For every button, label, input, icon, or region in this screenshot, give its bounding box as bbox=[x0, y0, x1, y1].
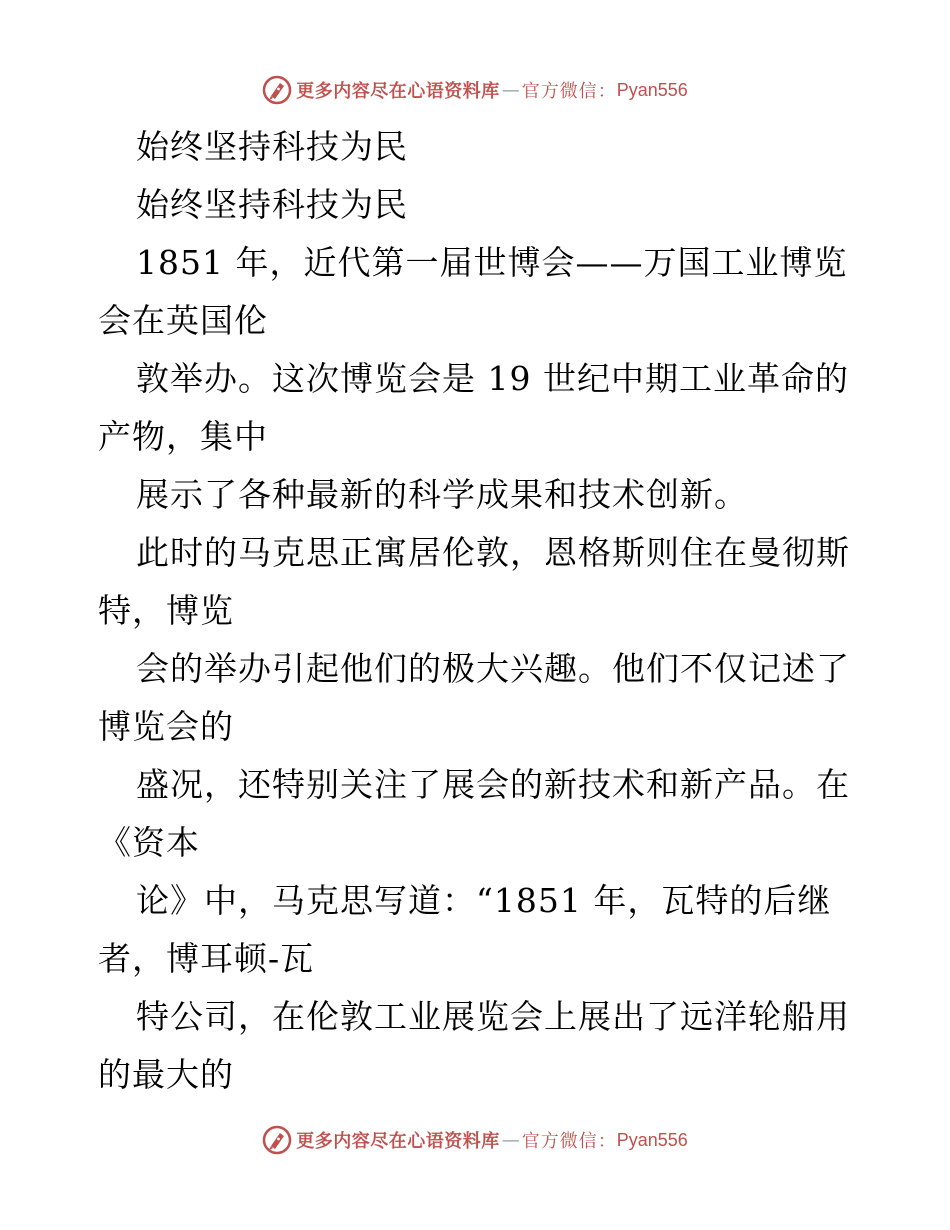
document-line: 博览会的 bbox=[98, 707, 234, 746]
banner-separator: — bbox=[501, 79, 520, 101]
document-line: 特公司，在伦敦工业展览会上展出了远洋轮船用 bbox=[136, 997, 850, 1036]
document-line: 会在英国伦 bbox=[98, 301, 268, 340]
document-line: 始终坚持科技为民 bbox=[136, 127, 408, 166]
document-line: 《资本 bbox=[98, 823, 200, 862]
document-line: 敦举办。这次博览会是 19 世纪中期工业革命的 bbox=[136, 359, 849, 398]
document-line: 产物，集中 bbox=[98, 417, 268, 456]
footer-banner bbox=[0, 1122, 950, 1158]
banner-title: 更多内容尽在心语资料库 bbox=[296, 81, 500, 102]
pen-nib-logo-icon bbox=[262, 1125, 292, 1155]
pen-nib-logo-icon bbox=[262, 75, 292, 105]
banner-wechat-id: Pyan556 bbox=[616, 1129, 688, 1150]
document-line: 展示了各种最新的科学成果和技术创新。 bbox=[136, 475, 748, 514]
banner-wechat-id: Pyan556 bbox=[616, 79, 688, 100]
banner-separator: — bbox=[501, 1129, 520, 1151]
document-body bbox=[98, 122, 858, 1108]
banner-wechat-label: 官方微信： bbox=[521, 81, 617, 102]
banner-wechat-label: 官方微信： bbox=[521, 1131, 617, 1152]
banner-title: 更多内容尽在心语资料库 bbox=[296, 1131, 500, 1152]
document-line: 1851 年，近代第一届世博会——万国工业博览 bbox=[136, 243, 848, 282]
document-line: 者，博耳顿-瓦 bbox=[98, 939, 315, 978]
header-banner bbox=[0, 72, 950, 108]
document-line: 盛况，还特别关注了展会的新技术和新产品。在 bbox=[136, 765, 850, 804]
document-line: 论》中，马克思写道：“1851 年，瓦特的后继 bbox=[136, 881, 832, 920]
document-line: 此时的马克思正寓居伦敦，恩格斯则住在曼彻斯 bbox=[136, 533, 850, 572]
document-line: 始终坚持科技为民 bbox=[136, 185, 408, 224]
document-line: 特，博览 bbox=[98, 591, 234, 630]
document-line: 会的举办引起他们的极大兴趣。他们不仅记述了 bbox=[136, 649, 850, 688]
document-line: 的最大的 bbox=[98, 1055, 234, 1094]
